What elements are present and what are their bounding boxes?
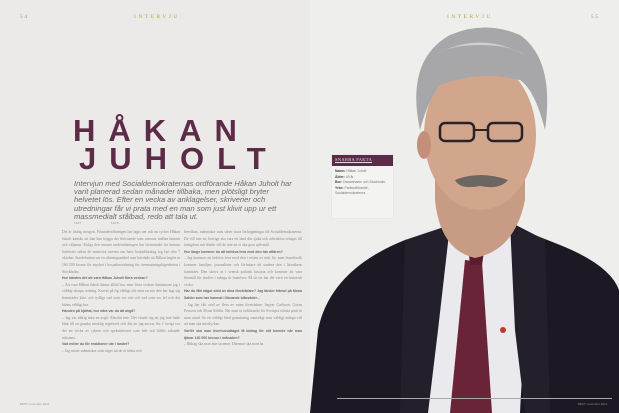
- interview-question: Hur länge kommer du att behöva leva med den här affären?: [184, 249, 283, 254]
- fact-label: Ålder:: [335, 174, 345, 179]
- body-paragraph: Det är tisdag morgon. Förundersökningen har lagts ner och nu tycker Håkan Juholt kanske att han kan bygga det förtroende som raserats mellan honom och väljarna. Enligt den senaste undersökningen har förtroendet för honom halverats sedan de intensiva turerna om hans bostadsbidrag tog fart den 7 oktober. Stardebutten var en riktningsartikel som hävdade att Håkan begärt ut 160 200 kronor för mycket i bostadsersättning för övernattningslägenheten i Stockholm.: [62, 230, 180, 274]
- interview-question: Varför ska man överhuvudtaget få bidrag för sitt boende när man tjänar 140 000 kronor i månaden?: [184, 328, 302, 340]
- footer: BEKT november 2011: [578, 402, 608, 406]
- interview-question: Hur kändes det att vara Håkan Juholt förra veckan?: [62, 276, 148, 281]
- body-paragraph: – Bidrag ska man inte tacemer. Däremot ska man ha: [184, 342, 264, 347]
- body-paragraph: – Jag var aldrig nära en avgå. Absolut inte. Det visade sig att jag inte hade känt till en ganska märklig regelverk och där tar jag ansvar för. I övrigt var det en vecka av rykten och spekulationer som helt och hållet saknade substans.: [62, 315, 180, 340]
- interview-question: Handen på hjärtat, hur nära var du att avgå?: [62, 309, 136, 314]
- body-paragraph: – Att vara Håkan Juholt känns alltid bra, men förra veckan åtminstone jag i väldigt skarpa ordalag. Kravet på fig väldigt tätt men nu när den har lagt sig framträder klart och tydligt vad som var rätt och vad som var fel och det känns väldigt bra.: [62, 282, 180, 307]
- body-paragraph: besvikna, människor som sätter stora förhoppningar till Socialdemokraterna. De vill inte att Sverige ska vara ett land där sjuka och arbetslösa tvingas till fattigdom och därför vill de inte att vi ska göra självmål.: [184, 230, 302, 248]
- quick-facts-box: [332, 155, 393, 218]
- photo-credit: FOTO: [111, 222, 120, 225]
- page-number: 54: [20, 15, 29, 20]
- footer: BEKT november 2011: [20, 402, 50, 406]
- title-first-name: HÅKAN: [73, 113, 250, 148]
- title-last-name: JUHOLT: [79, 141, 279, 176]
- body-paragraph: – Jag har fått stöd av flera av mina företrädare. Ingvar Carlsson, Göran Persson och Mona Sahlin. När man är ordförande för Sveriges största parti är man utsatt för en väldigt hård granskning samtidigt som väldigt många vill att man ska misslyckas.: [184, 302, 302, 327]
- fact-label: Bor:: [335, 180, 342, 185]
- fact-value: Oskarshamn och Stockholm: [342, 180, 386, 185]
- text-credit: TEXT: [74, 222, 82, 225]
- body-paragraph: – Jag möter människor som säger att de är trötta och: [62, 348, 142, 353]
- fact-label: Yrke:: [335, 185, 344, 190]
- interview-question: Har du fått något stöd av dina företrädare? Jag tänker främst på Mona Sahlin som har hamnat i liknande blåsväder...: [184, 289, 302, 300]
- section-label: INTERVJU: [447, 14, 493, 20]
- section-label: INTERVJU: [134, 14, 180, 20]
- fact-row: [332, 186, 393, 197]
- lead-paragraph: Intervjun med Socialdemokraternas ordförande Håkan Juholt har varit planerad sedan månader tillbaka, men plötsligt bryter helvetet lös. Efter en vecka av anklagelser, skriverier och utredningar får vi prata med en man som just klivit upp ur ett massmedialt stålbad, redo att tala ut.: [74, 179, 292, 221]
- page-number: 55: [591, 15, 600, 20]
- body-paragraph: – Jag kommer att behöva leva med den i resten av mitt liv, men framförallt kommer familjen, journalister och författare att studera den i lärorikens framtider. Den skrivs in i svensk politisk historia och kommer att vara föremål för studier i många år framöver. På så vis har det varit en historisk vecka.: [184, 256, 302, 287]
- fact-value: 49 år: [345, 174, 354, 179]
- interview-question: Vad möter du för reaktioner ute i landet?: [62, 342, 130, 347]
- footer-rule: [337, 398, 612, 399]
- fact-value: Håkan Juholt: [346, 169, 367, 173]
- facts-heading: SNABBA FAKTA: [332, 155, 393, 166]
- fact-label: Namn:: [335, 169, 346, 173]
- body-column-1: [62, 229, 180, 354]
- fact-value: Partiordförande, Socialdemokraterna: [335, 185, 369, 196]
- body-column-2: [184, 229, 302, 348]
